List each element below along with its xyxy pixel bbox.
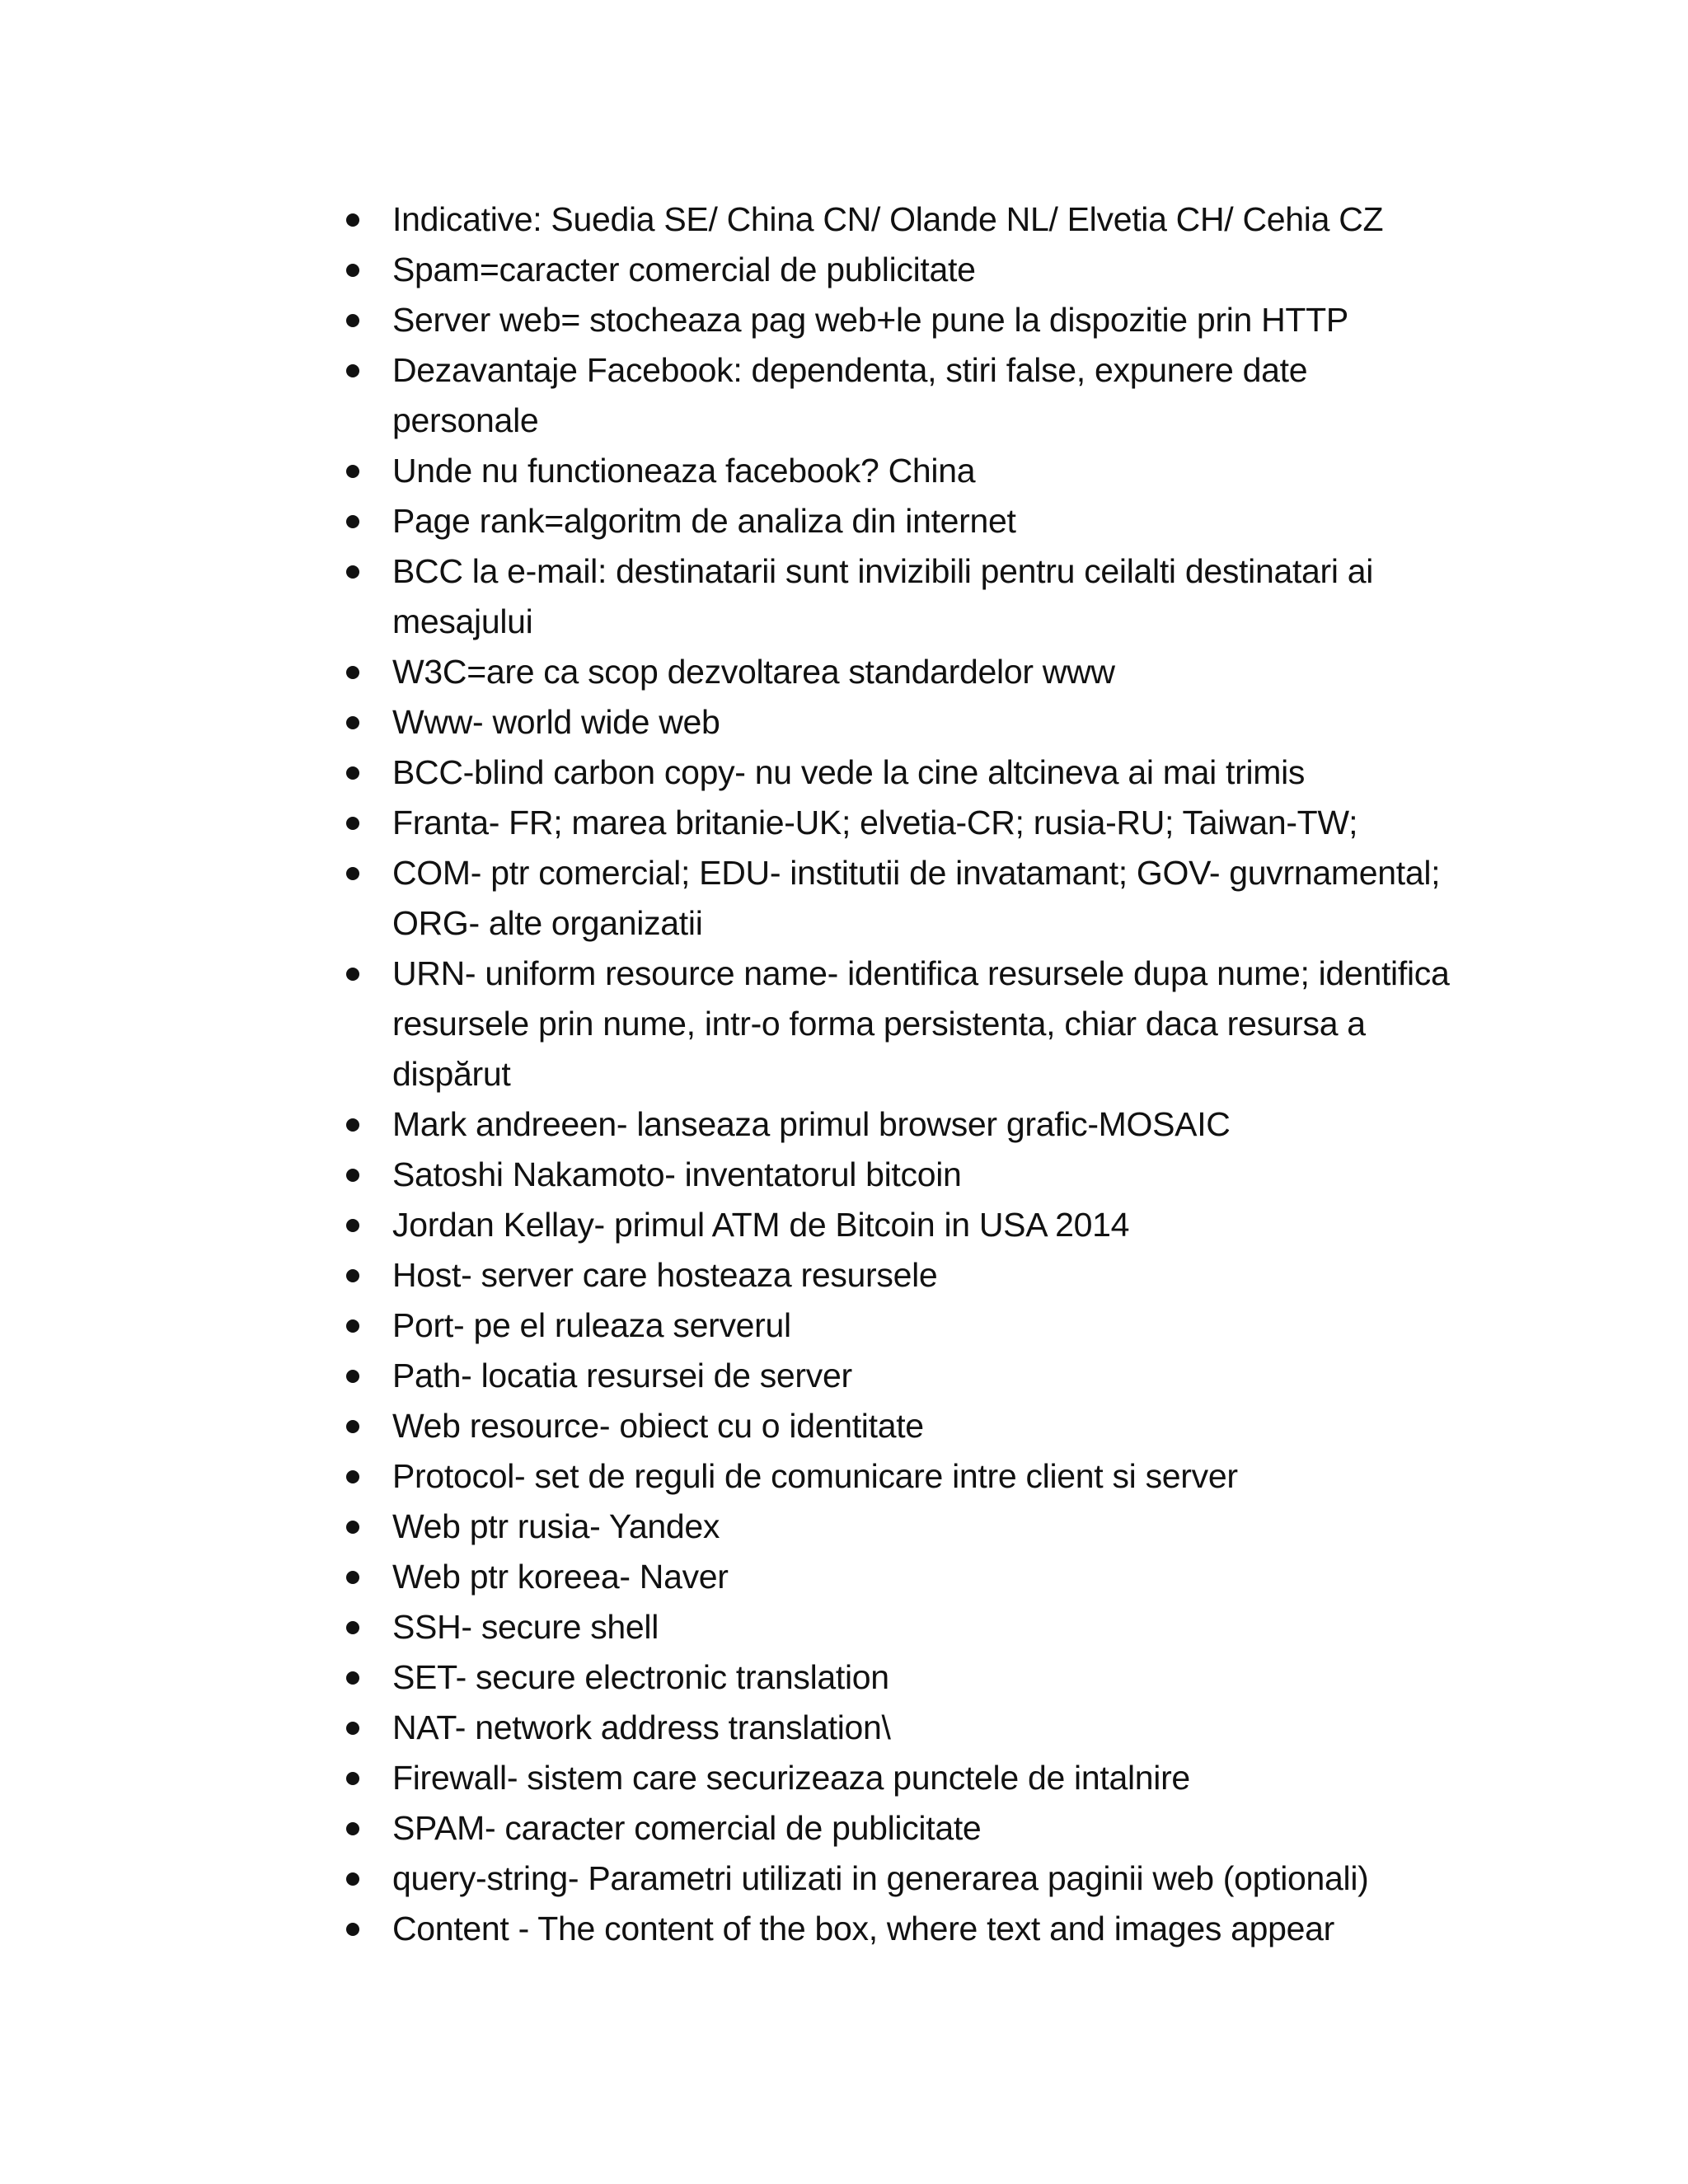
list-item	[346, 1301, 1451, 1351]
list-item	[346, 1703, 1451, 1753]
list-item	[346, 697, 1451, 748]
list-item	[346, 647, 1451, 697]
list-item-text: Web resource- obiect cu o identitate	[392, 1407, 924, 1445]
list-item-text: Unde nu functioneaza facebook? China	[392, 452, 976, 490]
list-item	[346, 1904, 1451, 1954]
bullet-icon	[346, 1219, 359, 1232]
list-item-text: Path- locatia resursei de server	[392, 1357, 852, 1394]
bullet-icon	[346, 1923, 359, 1936]
list-item	[346, 949, 1451, 1099]
list-item	[346, 295, 1451, 345]
list-item-text: BCC-blind carbon copy- nu vede la cine altcineva ai mai trimis	[392, 753, 1306, 791]
bullet-icon	[346, 867, 359, 880]
list-item	[346, 245, 1451, 295]
list-item	[346, 1854, 1451, 1904]
list-item-text: Content - The content of the box, where text and images appear	[392, 1910, 1335, 1947]
list-item	[346, 1602, 1451, 1652]
bullet-icon	[346, 364, 359, 377]
list-item-text: W3C=are ca scop dezvoltarea standardelor www	[392, 653, 1115, 691]
list-item	[346, 1150, 1451, 1200]
list-item	[346, 848, 1451, 949]
list-item-text: Franta- FR; marea britanie-UK; elvetia-CR; rusia-RU; Taiwan-TW;	[392, 804, 1358, 841]
list-item	[346, 1552, 1451, 1602]
list-item-text: SPAM- caracter comercial de publicitate	[392, 1809, 982, 1847]
list-item-text: Satoshi Nakamoto- inventatorul bitcoin	[392, 1155, 962, 1193]
bullet-icon	[346, 1772, 359, 1785]
bullet-icon	[346, 1269, 359, 1282]
list-item-text: Firewall- sistem care securizeaza punctele de intalnire	[392, 1759, 1190, 1797]
bullet-icon	[346, 968, 359, 981]
bullet-icon	[346, 1420, 359, 1433]
bullet-icon	[346, 1169, 359, 1182]
list-item-text: Server web= stocheaza pag web+le pune la dispozitie prin HTTP	[392, 301, 1348, 339]
list-item	[346, 1451, 1451, 1502]
bullet-icon	[346, 1722, 359, 1735]
list-item-text: URN- uniform resource name- identifica resursele dupa nume; identifica resursele prin nume, intr-o forma persistenta, chiar daca resursa a dispărut	[392, 954, 1450, 1093]
list-item	[346, 446, 1451, 496]
list-item-text: query-string- Parametri utilizati in generarea paginii web (optionali)	[392, 1859, 1369, 1897]
bullet-icon	[346, 1370, 359, 1383]
list-item-text: Indicative: Suedia SE/ China CN/ Olande NL/ Elvetia CH/ Cehia CZ	[392, 200, 1384, 238]
bullet-icon	[346, 766, 359, 780]
list-item-text: SSH- secure shell	[392, 1608, 659, 1646]
notes-bullet-list	[346, 194, 1451, 1954]
list-item-text: Port- pe el ruleaza serverul	[392, 1306, 791, 1344]
bullet-icon	[346, 314, 359, 327]
list-item	[346, 546, 1451, 647]
bullet-icon	[346, 1671, 359, 1685]
list-item	[346, 1803, 1451, 1854]
bullet-icon	[346, 1872, 359, 1886]
bullet-icon	[346, 1521, 359, 1534]
bullet-icon	[346, 264, 359, 277]
list-item	[346, 345, 1451, 446]
bullet-icon	[346, 1822, 359, 1835]
list-item-text: BCC la e-mail: destinatarii sunt invizibili pentru ceilalti destinatari ai mesajului	[392, 552, 1374, 640]
bullet-icon	[346, 565, 359, 579]
list-item	[346, 748, 1451, 798]
list-item	[346, 1753, 1451, 1803]
list-item-text: COM- ptr comercial; EDU- institutii de invatamant; GOV- guvrnamental; ORG- alte organizatii	[392, 854, 1441, 942]
bullet-icon	[346, 817, 359, 830]
list-item-text: Web ptr koreea- Naver	[392, 1558, 729, 1596]
list-item	[346, 194, 1451, 245]
list-item-text: SET- secure electronic translation	[392, 1658, 889, 1696]
list-item-text: Protocol- set de reguli de comunicare intre client si server	[392, 1457, 1238, 1495]
list-item	[346, 1351, 1451, 1401]
bullet-icon	[346, 1470, 359, 1483]
list-item-text: Web ptr rusia- Yandex	[392, 1507, 720, 1545]
bullet-icon	[346, 1621, 359, 1634]
bullet-icon	[346, 1118, 359, 1132]
list-item	[346, 1652, 1451, 1703]
list-item-text: Page rank=algoritm de analiza din internet	[392, 502, 1016, 540]
bullet-icon	[346, 666, 359, 679]
list-item-text: Spam=caracter comercial de publicitate	[392, 251, 976, 288]
bullet-icon	[346, 716, 359, 729]
list-item	[346, 1401, 1451, 1451]
list-item-text: Mark andreeen- lanseaza primul browser grafic-MOSAIC	[392, 1105, 1231, 1143]
list-item-text: Www- world wide web	[392, 703, 720, 741]
bullet-icon	[346, 1571, 359, 1584]
list-item	[346, 1250, 1451, 1301]
list-item	[346, 798, 1451, 848]
list-item-text: Host- server care hosteaza resursele	[392, 1256, 938, 1294]
list-item	[346, 1099, 1451, 1150]
list-item-text: NAT- network address translation\	[392, 1708, 891, 1746]
list-item-text: Dezavantaje Facebook: dependenta, stiri false, expunere date personale	[392, 351, 1308, 439]
list-item	[346, 1200, 1451, 1250]
list-item	[346, 1502, 1451, 1552]
bullet-icon	[346, 213, 359, 227]
bullet-icon	[346, 465, 359, 478]
bullet-icon	[346, 1319, 359, 1333]
bullet-icon	[346, 515, 359, 528]
list-item	[346, 496, 1451, 546]
list-item-text: Jordan Kellay- primul ATM de Bitcoin in USA 2014	[392, 1206, 1130, 1244]
